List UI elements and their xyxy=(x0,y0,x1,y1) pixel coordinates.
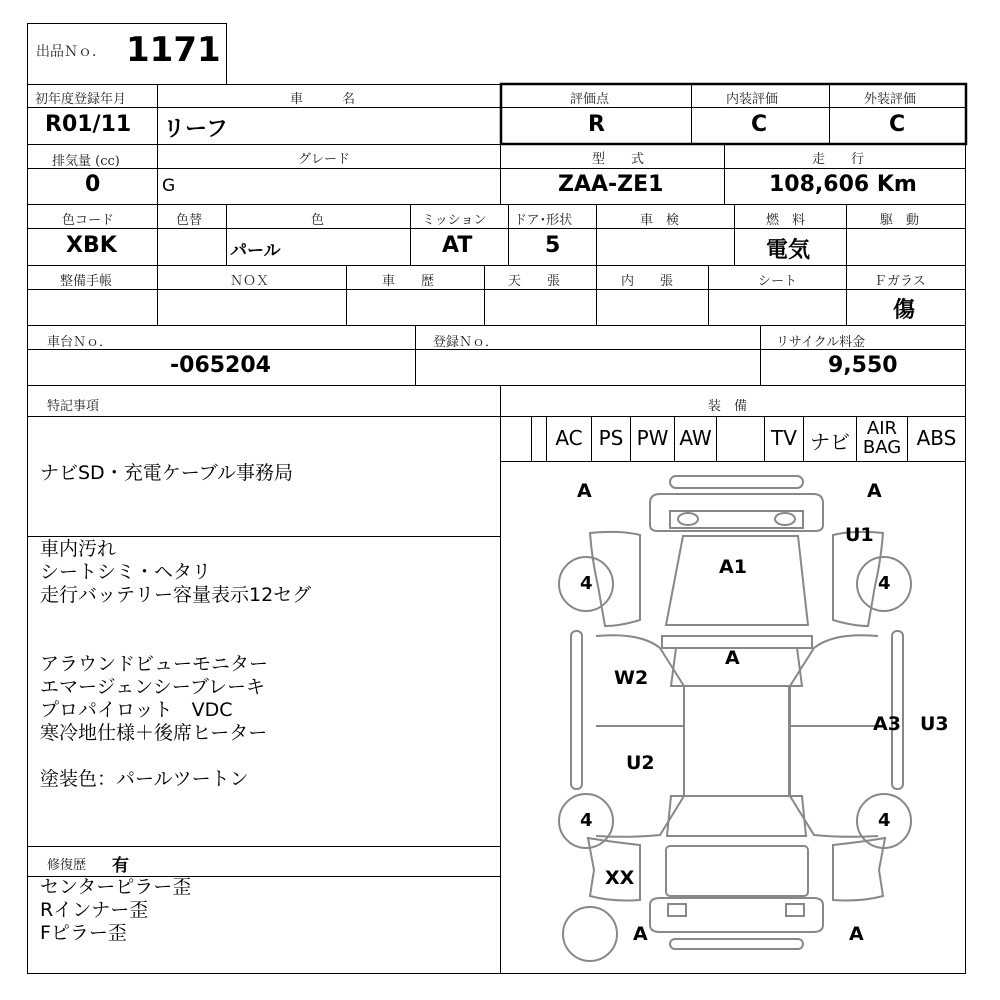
car-name-label: 車 名 xyxy=(290,92,356,107)
first-reg-value: R01/11 xyxy=(45,112,132,137)
transmission-value: AT xyxy=(442,233,473,258)
equip-aw: AW xyxy=(679,426,712,450)
model-label: 型 式 xyxy=(592,152,645,167)
fuel-label: 燃 料 xyxy=(766,213,806,228)
equip-tv: TV xyxy=(771,426,797,450)
note-line: ナビSD・充電ケーブル事務局 xyxy=(40,462,293,484)
interior-trim-label: 内 張 xyxy=(621,274,674,289)
equip-ac: AC xyxy=(555,426,583,450)
grade-value: G xyxy=(162,176,176,196)
mark-windshield: A xyxy=(725,647,740,669)
exterior-label: 外装評価 xyxy=(864,92,917,107)
displacement-value: 0 xyxy=(85,172,101,197)
first-reg-label: 初年度登録年月 xyxy=(35,92,127,107)
roof-label: 天 張 xyxy=(508,274,561,289)
repair-item: センターピラー歪 xyxy=(40,876,192,898)
color-value: パール xyxy=(230,241,281,261)
equip-navi: ナビ xyxy=(810,430,850,454)
model-value: ZAA-ZE1 xyxy=(558,172,664,197)
mark-front-right-bumper: A xyxy=(867,480,882,502)
score-label: 評価点 xyxy=(570,92,610,107)
note-line: 塗装色：パールツートン xyxy=(40,768,249,790)
inspection-label: 車 検 xyxy=(640,213,680,228)
lot-number: 1171 xyxy=(126,30,221,70)
windshield-value: 傷 xyxy=(893,298,916,323)
mark-u3: U3 xyxy=(920,713,949,735)
car-name-value: リーフ xyxy=(163,117,228,142)
note-line: シートシミ・ヘタリ xyxy=(40,561,212,583)
note-line: エマージェンシーブレーキ xyxy=(40,676,266,698)
chassis-label: 車台Ｎｏ． xyxy=(47,335,113,350)
equip-pw: PW xyxy=(636,426,669,450)
doors-value: 5 xyxy=(545,233,561,258)
grade-label: グレード xyxy=(298,152,351,167)
note-line: 寒冷地仕様＋後席ヒーター xyxy=(40,722,268,744)
mark-rear-right-bumper: A xyxy=(849,923,864,945)
repair-label: 修復歴 xyxy=(47,858,87,873)
mark-w2: W2 xyxy=(614,667,649,689)
repaint-label: 色替 xyxy=(176,213,203,228)
mileage-value: 108,606 Km xyxy=(769,172,917,197)
note-line: アラウンドビューモニター xyxy=(40,653,269,675)
mileage-label: 走 行 xyxy=(812,152,865,167)
equip-airbag: AIR BAG xyxy=(862,418,902,458)
tyre-front-left: 4 xyxy=(580,573,593,594)
color-label: 色 xyxy=(311,213,325,228)
equipment-label: 装 備 xyxy=(708,399,748,414)
seat-label: シート xyxy=(758,274,798,289)
interior-label: 内装評価 xyxy=(726,92,779,107)
reg-label: 登録Ｎｏ． xyxy=(433,335,499,350)
note-line: 走行バッテリー容量表示12セグ xyxy=(40,584,312,606)
tyre-rear-right: 4 xyxy=(878,810,891,831)
nox-label: ＮＯＸ xyxy=(230,274,270,289)
repair-item: Rインナー歪 xyxy=(40,899,149,921)
mark-a1-hood: A1 xyxy=(719,556,747,578)
transmission-label: ミッション xyxy=(422,213,487,228)
repair-item: Fピラー歪 xyxy=(40,922,127,944)
mark-rear-left-bumper: A xyxy=(633,923,648,945)
exterior-value: C xyxy=(889,112,906,137)
chassis-value: -065204 xyxy=(170,353,271,378)
note-line: プロパイロット VDC xyxy=(40,699,233,721)
tyre-front-right: 4 xyxy=(878,573,891,594)
mark-u2: U2 xyxy=(626,752,655,774)
fuel-value: 電気 xyxy=(766,238,811,263)
mark-u1: U1 xyxy=(845,524,874,546)
color-code-label: 色コード xyxy=(62,213,115,228)
recycle-value: 9,550 xyxy=(828,353,898,378)
doors-label: ドア･形状 xyxy=(514,213,573,228)
mark-a3: A3 xyxy=(873,713,901,735)
records-label: 整備手帳 xyxy=(60,274,113,289)
recycle-label: リサイクル料金 xyxy=(776,335,866,350)
equip-abs: ABS xyxy=(916,426,957,450)
interior-value: C xyxy=(751,112,768,137)
repair-value: 有 xyxy=(112,856,129,876)
notes-label: 特記事項 xyxy=(47,399,100,414)
history-label: 車 歴 xyxy=(382,274,435,289)
score-value: R xyxy=(588,112,605,137)
lot-label: 出品Ｎｏ． xyxy=(36,44,106,60)
color-code-value: XBK xyxy=(66,233,117,258)
note-line: 車内汚れ xyxy=(40,538,117,560)
drive-label: 駆 動 xyxy=(880,213,920,228)
mark-front-left-bumper: A xyxy=(577,480,592,502)
mark-xx: XX xyxy=(605,867,635,889)
displacement-label: 排気量 (cc) xyxy=(52,154,120,169)
windshield-label: Ｆガラス xyxy=(874,274,926,289)
tyre-rear-left: 4 xyxy=(580,810,593,831)
equip-ps: PS xyxy=(598,426,624,450)
